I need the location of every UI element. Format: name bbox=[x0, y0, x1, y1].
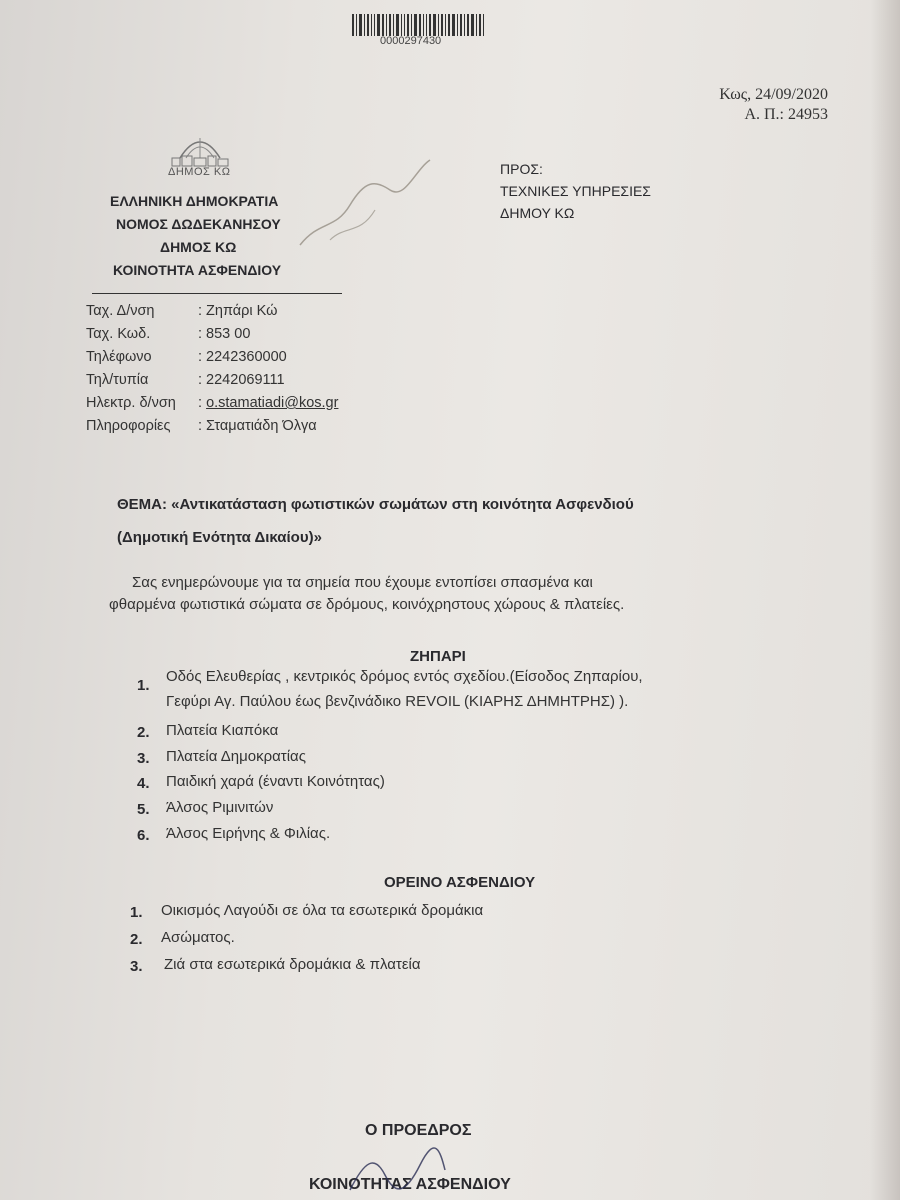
list-item-number: 2. bbox=[137, 724, 150, 741]
contact-value-info: : Σταματιάδη Όλγα bbox=[198, 418, 317, 434]
contact-value-address: : Ζηπάρι Κώ bbox=[198, 303, 278, 319]
list-item-number: 3. bbox=[137, 750, 150, 767]
signatory-title: Ο ΠΡΟΕΔΡΟΣ bbox=[365, 1122, 472, 1139]
contact-label-fax: Τηλ/τυπία bbox=[86, 372, 149, 388]
section-title-zipari: ΖΗΠΑΡΙ bbox=[410, 648, 466, 665]
contact-value-email bbox=[198, 395, 338, 411]
header-community: ΚΟΙΝΟΤΗΤΑ ΑΣΦΕΝΔΙΟΥ bbox=[113, 262, 282, 278]
intro-line-2: φθαρμένα φωτιστικά σώματα σε δρόμους, κοινόχρηστους χώρους & πλατείες. bbox=[109, 596, 625, 613]
barcode bbox=[352, 14, 486, 36]
list-item-number: 6. bbox=[137, 827, 150, 844]
signatory-organization: ΚΟΙΝΟΤΗΤΑΣ ΑΣΦΕΝΔΙΟΥ bbox=[309, 1176, 511, 1193]
contact-label-phone: Τηλέφωνο bbox=[86, 349, 152, 365]
protocol-number: Α. Π.: 24953 bbox=[744, 106, 828, 123]
contact-label-address: Ταχ. Δ/νση bbox=[86, 303, 155, 319]
recipient-label: ΠΡΟΣ: bbox=[500, 161, 543, 177]
list-item-text: Πλατεία Δημοκρατίας bbox=[166, 748, 306, 765]
list-item-text: Ασώματος. bbox=[161, 929, 235, 946]
contact-label-email: Ηλεκτρ. δ/νση bbox=[86, 395, 176, 411]
list-item-number: 1. bbox=[137, 677, 150, 694]
header-republic: ΕΛΛΗΝΙΚΗ ΔΗΜΟΚΡΑΤΙΑ bbox=[110, 193, 279, 209]
email-link[interactable]: o.stamatiadi@kos.gr bbox=[206, 395, 339, 411]
contact-value-postcode: : 853 00 bbox=[198, 326, 251, 342]
list-item-text-continued: Γεφύρι Αγ. Παύλου έως βενζινάδικο REVOIL (ΚΙΑΡΗΣ ΔΗΜΗΤΡΗΣ) ). bbox=[166, 693, 629, 710]
list-item-number: 2. bbox=[130, 931, 143, 948]
subject-line-2: (Δημοτική Ενότητα Δικαίου)» bbox=[117, 529, 322, 546]
header-prefecture: ΝΟΜΟΣ ΔΩΔΕΚΑΝΗΣΟΥ bbox=[116, 216, 281, 232]
list-item-text: Οδός Ελευθερίας , κεντρικός δρόμος εντός σχεδίου.(Είσοδος Ζηπαρίου, bbox=[166, 668, 643, 685]
list-item-text: Άλσος Ειρήνης & Φιλίας. bbox=[166, 825, 331, 842]
list-item-number: 5. bbox=[137, 801, 150, 818]
list-item-text: Παιδική χαρά (έναντι Κοινότητας) bbox=[166, 773, 385, 790]
contact-value-phone: : 2242360000 bbox=[198, 349, 287, 365]
recipient-line-1: ΤΕΧΝΙΚΕΣ ΥΠΗΡΕΣΙΕΣ bbox=[500, 183, 651, 199]
subject-line-1: ΘΕΜΑ: «Αντικατάσταση φωτιστικών σωμάτων στη κοινότητα Ασφενδιού bbox=[117, 496, 634, 513]
intro-line-1: Σας ενημερώνουμε για τα σημεία που έχουμε εντοπίσει σπασμένα και bbox=[132, 574, 593, 591]
list-item-text: Οικισμός Λαγούδι σε όλα τα εσωτερικά δρομάκια bbox=[161, 902, 484, 919]
handwritten-annotation bbox=[290, 150, 440, 260]
signature-mark bbox=[340, 1140, 450, 1200]
logo-caption: ΔΗΜΟΣ ΚΩ bbox=[168, 166, 231, 178]
section-title-oreino: ΟΡΕΙΝΟ ΑΣΦΕΝΔΙΟΥ bbox=[384, 874, 536, 891]
contact-value-fax: : 2242069111 bbox=[198, 372, 285, 388]
list-item-text: Πλατεία Κιαπόκα bbox=[166, 722, 279, 739]
email-prefix: : bbox=[198, 395, 207, 411]
contact-label-postcode: Ταχ. Κωδ. bbox=[86, 326, 151, 342]
recipient-line-2: ΔΗΜΟΥ ΚΩ bbox=[500, 205, 575, 221]
list-item-number: 4. bbox=[137, 775, 150, 792]
header-municipality: ΔΗΜΟΣ ΚΩ bbox=[160, 239, 237, 255]
page-shadow bbox=[870, 0, 900, 1200]
contact-label-info: Πληροφορίες bbox=[86, 418, 171, 434]
list-item-number: 3. bbox=[130, 958, 143, 975]
list-item-text: Ζιά στα εσωτερικά δρομάκια & πλατεία bbox=[164, 956, 421, 973]
header-divider bbox=[92, 293, 342, 294]
barcode-number: 0000297430 bbox=[380, 35, 442, 47]
list-item-number: 1. bbox=[130, 904, 143, 921]
list-item-text: Άλσος Ριμινιτών bbox=[166, 799, 274, 816]
document-date: Κως, 24/09/2020 bbox=[719, 86, 828, 103]
